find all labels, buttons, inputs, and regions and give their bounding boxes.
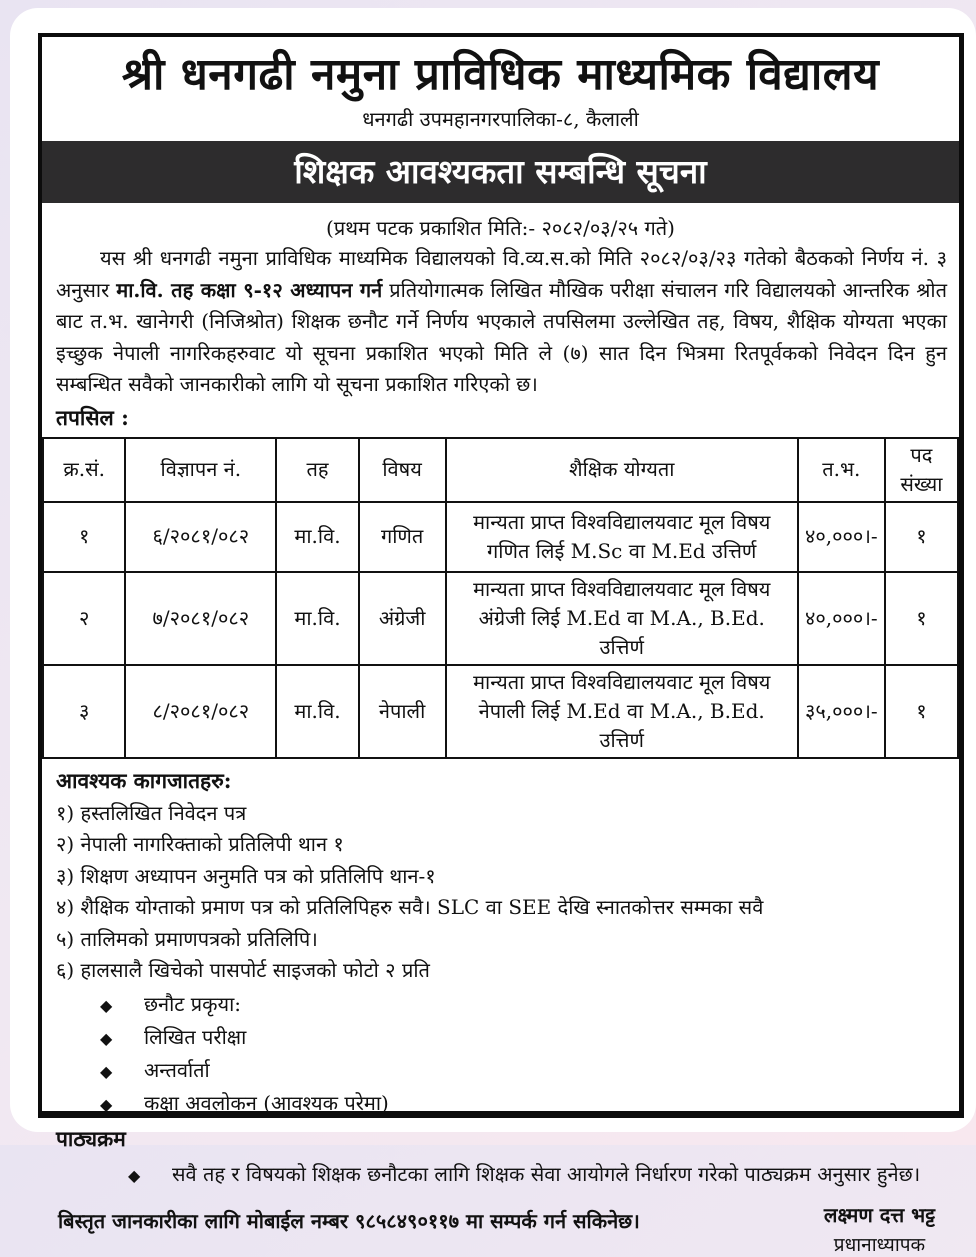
table-row	[43, 502, 958, 572]
cell-advertisement-number: ७/२०८१/०८२	[125, 572, 276, 665]
notice-banner-heading: शिक्षक आवश्यकता सम्बन्धि सूचना	[42, 141, 959, 203]
paragraph-text-part2: प्रतियोगात्मक लिखित मौखिक परीक्षा संचालन गरि विद्यालयको आन्तरिक श्रोत बाट त.भ. खानेगरी (निजिश्रोत) शिक्षक छनौट गर्ने निर्णय भएकाले तपसिलमा उल्लेखित तह, विषय, शैक्षिक योग्यता भएका इच्छुक नेपाली नागरिकहरुवाट यो सूचना प्रकाशित भएको मिति ले (७) सात दिन भित्रमा रितपूर्वकको निवेदन दिन हुन सम्बन्धित सवैको जानकारीको लागि यो सूचना प्रकाशित गरिएको छ।	[56, 277, 948, 397]
header-serial-number: क्र.सं.	[43, 438, 125, 502]
curriculum-item	[128, 1160, 959, 1187]
table-row	[43, 665, 958, 758]
required-documents-section	[56, 767, 945, 983]
school-address-subtitle: धनगढी उपमहानगरपालिका-८, कैलाली	[362, 107, 639, 131]
table-row	[43, 572, 958, 665]
cell-subject: गणित	[359, 502, 446, 572]
notice-document	[38, 33, 964, 1257]
document-item-6: ६) हालसालै खिचेको पासपोर्ट साइजको फोटो २ प्रति	[56, 957, 430, 982]
selection-process-item	[100, 1089, 959, 1116]
diamond-bullet-icon: ◆	[100, 996, 113, 1016]
cell-salary: ४०,०००।-	[798, 572, 885, 665]
signatory-title: प्रधानाध्यापक	[833, 1234, 926, 1257]
cell-serial-number: १	[43, 502, 125, 572]
required-documents-heading: आवश्यक कागजातहरु:	[56, 767, 232, 793]
selection-process-item	[100, 1056, 959, 1083]
cell-advertisement-number: ६/२०८१/०८२	[125, 502, 276, 572]
document-item-5: ५) तालिमको प्रमाणपत्रको प्रतिलिपि।	[56, 926, 318, 951]
signatory-name: लक्ष्मण दत्त भट्ट	[823, 1203, 935, 1228]
diamond-bullet-icon: ◆	[128, 1166, 141, 1186]
cell-level: मा.वि.	[276, 572, 358, 665]
tapasil-label: तपसिल :	[56, 404, 129, 430]
cell-qualification: मान्यता प्राप्त विश्वविद्यालयवाट मूल विषय नेपाली लिई M.Ed वा M.A., B.Ed. उत्तिर्ण	[446, 665, 798, 758]
document-item-2: २) नेपाली नागरिक्ताको प्रतिलिपी थान १	[56, 832, 344, 857]
school-name-title: श्री धनगढी नमुना प्राविधिक माध्यमिक विद्यालय	[121, 49, 880, 100]
diamond-bullet-icon: ◆	[100, 1095, 113, 1115]
paragraph-bold-segment: मा.वि. तह कक्षा ९-१२ अध्यापन गर्न	[116, 277, 383, 302]
cell-post-count: १	[885, 502, 958, 572]
curriculum-list	[128, 1160, 959, 1187]
document-item-4: ४) शैक्षिक योग्ताको प्रमाण पत्र को प्रतिलिपिहरु सवै। SLC वा SEE देखि स्नातकोत्तर सम्मका सवै	[56, 895, 764, 920]
document-item-3: ३) शिक्षण अध्यापन अनुमति पत्र को प्रतिलिपि थान-१	[56, 863, 436, 888]
cell-level: मा.वि.	[276, 502, 358, 572]
publication-date-line: (प्रथम पटक प्रकाशित मिति:- २०८२/०३/२५ गते)	[326, 216, 675, 240]
selection-process-item	[100, 1023, 959, 1050]
curriculum-heading: पाठ्यक्रम	[56, 1126, 126, 1152]
interview-label: अन्तर्वार्ता	[144, 1058, 210, 1083]
cell-qualification: मान्यता प्राप्त विश्वविद्यालयवाट मूल विषय गणित लिई M.Sc वा M.Ed उत्तिर्ण	[446, 502, 798, 572]
signature-block	[824, 1201, 935, 1257]
curriculum-note: सवै तह र विषयको शिक्षक छनौटका लागि शिक्षक सेवा आयोगले निर्धारण गरेको पाठ्यक्रम अनुसार हुनेछ।	[172, 1162, 921, 1187]
cell-subject: नेपाली	[359, 665, 446, 758]
written-exam-label: लिखित परीक्षा	[144, 1025, 247, 1050]
table-header-row	[43, 438, 958, 502]
cell-salary: ३५,०००।-	[798, 665, 885, 758]
cell-level: मा.वि.	[276, 665, 358, 758]
cell-salary: ४०,०००।-	[798, 502, 885, 572]
selection-process-item	[100, 990, 959, 1017]
paragraph-text-part1: यस श्री धनगढी नमुना प्राविधिक माध्यमिक विद्यालयको वि.व्य.स.को मिति २०८२/०३/२३ गतेको बैठकको निर्णय नं. ३ अनुसार	[56, 246, 947, 302]
cell-advertisement-number: ८/२०८१/०८२	[125, 665, 276, 758]
notice-body-paragraph	[56, 243, 947, 401]
diamond-bullet-icon: ◆	[100, 1062, 113, 1082]
header-subject: विषय	[359, 438, 446, 502]
diamond-bullet-icon: ◆	[100, 1029, 113, 1049]
contact-info-line: बिस्तृत जानकारीका लागि मोबाईल नम्बर ९८५८४९०११७ मा सम्पर्क गर्न सकिनेछ।	[58, 1209, 640, 1234]
header-post-count: पद संख्या	[885, 438, 958, 502]
cell-subject: अंग्रेजी	[359, 572, 446, 665]
cell-post-count: १	[885, 665, 958, 758]
cell-qualification: मान्यता प्राप्त विश्वविद्यालयवाट मूल विषय अंग्रेजी लिई M.Ed वा M.A., B.Ed. उत्तिर्ण	[446, 572, 798, 665]
header-qualification: शैक्षिक योग्यता	[446, 438, 798, 502]
cell-serial-number: ३	[43, 665, 125, 758]
selection-process-label: छनौट प्रकृया:	[144, 992, 241, 1017]
notice-card	[10, 8, 976, 1257]
selection-process-list	[100, 990, 959, 1116]
header-salary: त.भ.	[798, 438, 885, 502]
class-observation-label: कक्षा अवलोकन (आवश्यक परेमा)	[144, 1091, 389, 1116]
header-level: तह	[276, 438, 358, 502]
header-advertisement-number: विज्ञापन नं.	[125, 438, 276, 502]
cell-serial-number: २	[43, 572, 125, 665]
vacancy-table	[42, 437, 959, 759]
notice-footer	[58, 1201, 935, 1257]
document-item-1: १) हस्तलिखित निवेदन पत्र	[56, 800, 247, 825]
cell-post-count: १	[885, 572, 958, 665]
